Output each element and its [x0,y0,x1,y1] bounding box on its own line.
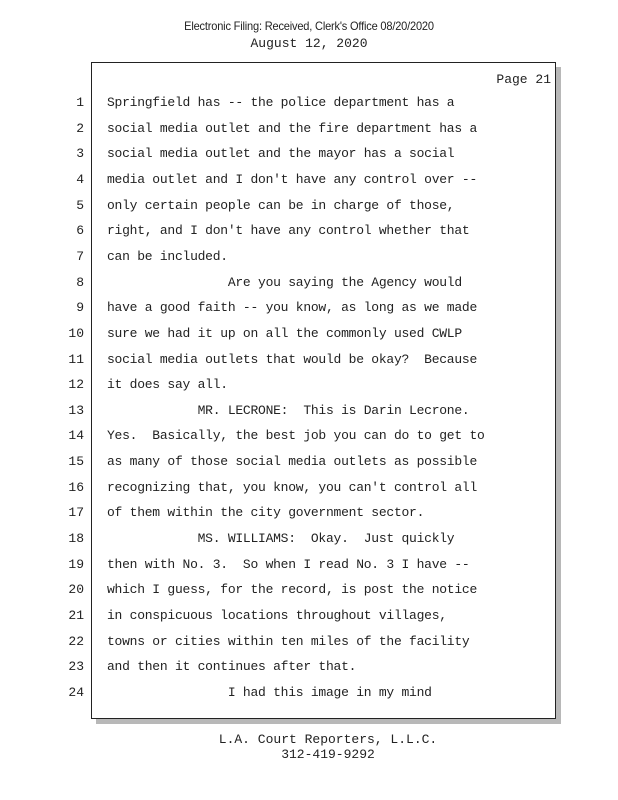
line-number: 6 [76,223,84,238]
transcript-line-text: of them within the city government sector. [107,505,425,520]
transcript-line-text: MR. LECRONE: This is Darin Lecrone. [107,403,470,418]
transcript-line-text: in conspicuous locations throughout villages, [107,608,447,623]
line-number: 21 [68,608,84,623]
line-number: 15 [68,454,84,469]
line-number: 11 [68,352,84,367]
transcript-line-text: social media outlets that would be okay? Because [107,352,478,367]
line-number: 2 [76,121,84,136]
line-number: 8 [76,275,84,290]
line-number: 3 [76,146,84,161]
line-number: 19 [68,557,84,572]
line-number: 24 [68,685,84,700]
reporter-company: L.A. Court Reporters, L.L.C. [218,732,438,747]
reporter-phone: 312-419-9292 [281,747,375,762]
line-number: 17 [68,505,84,520]
line-number: 14 [68,428,84,443]
line-number: 18 [68,531,84,546]
line-number: 16 [68,480,84,495]
transcript-line-text: social media outlet and the mayor has a social [107,146,455,161]
line-number: 20 [68,582,84,597]
transcript-line-text: sure we had it up on all the commonly used CWLP [107,326,462,341]
line-number: 13 [68,403,84,418]
line-number: 4 [76,172,84,187]
transcript-line-text: it does say all. [107,377,228,392]
transcript-line-text: Springfield has -- the police department has a [107,95,455,110]
transcript-line-text: towns or cities within ten miles of the facility [107,634,470,649]
transcript-line-text: as many of those social media outlets as possible [107,454,478,469]
line-number: 23 [68,659,84,674]
transcript-line-text: have a good faith -- you know, as long as we made [107,300,478,315]
line-number: 7 [76,249,84,264]
transcript-line-text: then with No. 3. So when I read No. 3 I have -- [107,557,470,572]
line-number: 10 [68,326,84,341]
line-number: 5 [76,198,84,213]
transcript-line-text: only certain people can be in charge of those, [107,198,455,213]
transcript-line-text: Are you saying the Agency would [107,275,462,290]
transcript-line-text: recognizing that, you know, you can't control all [107,480,478,495]
line-number: 9 [76,300,84,315]
electronic-filing-stamp: Electronic Filing: Received, Clerk's Office 08/20/2020 [184,19,434,33]
transcript-line-text: and then it continues after that. [107,659,357,674]
line-number: 22 [68,634,84,649]
line-number: 12 [68,377,84,392]
transcript-line-text: which I guess, for the record, is post the notice [107,582,478,597]
transcript-line-text: social media outlet and the fire department has a [107,121,478,136]
line-number: 1 [76,95,84,110]
transcript-line-text: I had this image in my mind [107,685,432,700]
transcript-line-text: can be included. [107,249,228,264]
transcript-line-text: MS. WILLIAMS: Okay. Just quickly [107,531,455,546]
transcript-line-text: media outlet and I don't have any control over -- [107,172,478,187]
page-number: Page 21 [496,72,551,87]
transcript-line-text: Yes. Basically, the best job you can do to get to [107,428,485,443]
hearing-date: August 12, 2020 [250,36,368,51]
transcript-line-text: right, and I don't have any control whether that [107,223,470,238]
